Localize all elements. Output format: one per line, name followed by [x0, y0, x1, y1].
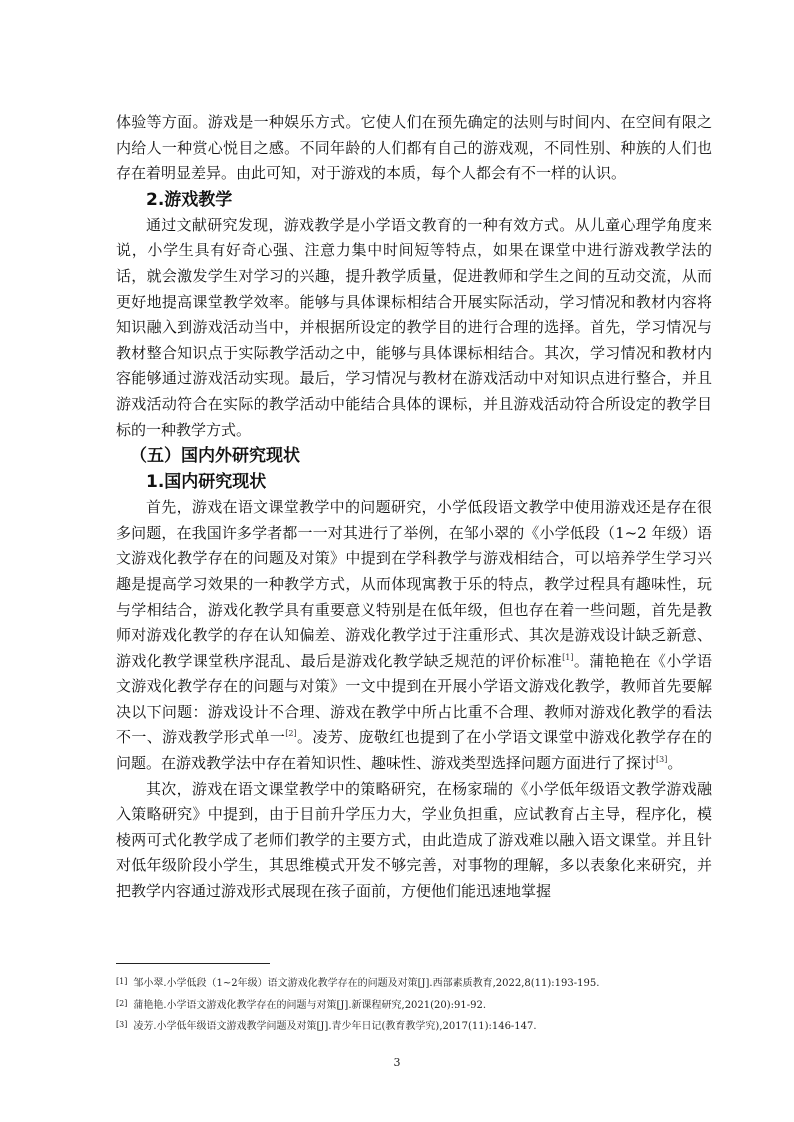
- footnote-text: 蒲艳艳.小学语文游戏化教学存在的问题与对策[J].新课程研究,2021(20):91-92.: [133, 999, 487, 1011]
- footnote-text: 凌芳.小学低年级语文游戏教学问题及对策[J].青少年日记(教育教学究),2017(11):146-147.: [133, 1021, 537, 1032]
- footnote-1: [116, 972, 716, 994]
- footnote-2: [116, 994, 716, 1016]
- footnote-number: [2]: [116, 998, 128, 1008]
- heading-game-teaching: 2.游戏教学: [146, 189, 233, 210]
- paragraph-domestic-1: [116, 495, 712, 777]
- footnote-ref-1[interactable]: [1]: [562, 652, 574, 662]
- paragraph-domestic-1-part-d: 。: [667, 754, 683, 773]
- paragraph-domestic-1-part-b: 。蒲艳艳在《小学语文游戏化教学存在的问题与对策》一文中提到在开展小学语文游戏化教学，教师首先要解决以下问题：游戏设计不合理、游戏在教学中所占比重不合理、教师对游戏化教学的看法不一、游戏教学形式单一: [116, 651, 712, 747]
- footnote-number: [1]: [116, 977, 128, 986]
- footnotes: [116, 972, 716, 1037]
- footnote-ref-3[interactable]: [3]: [656, 755, 668, 765]
- footnote-text: 邹小翠.小学低段（1~2年级）语文游戏化教学存在的问题及对策[J].西部素质教育,2022,8(11):193-195.: [133, 978, 600, 989]
- heading-research-status: （五）国内外研究现状: [130, 446, 300, 467]
- paragraph-intro: 体验等方面。游戏是一种娱乐方式。它使人们在预先确定的法则与时间内、在空间有限之内给人一种赏心悦目之感。不同年龄的人们都有自己的游戏观，不同性别、种族的人们也存在着明显差异。由此可知，对于游戏的本质，每个人都会有不一样的认识。: [116, 113, 712, 183]
- body-text: [116, 110, 712, 905]
- footnote-ref-2[interactable]: [2]: [285, 729, 297, 739]
- footnote-3: [116, 1015, 716, 1037]
- page-number: 3: [393, 1056, 401, 1069]
- heading-domestic-research: 1.国内研究现状: [146, 472, 267, 493]
- footnote-number: [3]: [116, 1020, 128, 1029]
- paragraph-domestic-1-part-c: 。凌芳、庞敬红也提到了在小学语文课堂中游戏化教学存在的问题。在游戏教学法中存在着知识性、趣味性、游戏类型选择问题方面进行了探讨: [116, 728, 712, 773]
- footnote-separator: [116, 963, 270, 964]
- paragraph-domestic-1-part-a: 首先，游戏在语文课堂教学中的问题研究，小学低段语文教学中使用游戏还是存在很多问题，在我国许多学者都一一对其进行了举例，在邹小翠的《小学低段（1~2 年级）语文游戏化教学存在的问题及对策》中提到在学科教学与游戏相结合，可以培养学生学习兴趣是提高学习效果的一种教学方式，从而体现寓教于乐的特点，教学过程具有趣味性，玩与学相结合，游戏化教学具有重要意义特别是在低年级，但也存在着一些问题，首先是教师对游戏化教学的存在认知偏差、游戏化教学过于注重形式、其次是游戏设计缺乏新意、游戏化教学课堂秩序混乱、最后是游戏化教学缺乏规范的评价标准: [116, 498, 712, 670]
- paragraph-game-teaching: 通过文献研究发现，游戏教学是小学语文教育的一种有效方式。从儿童心理学角度来说，小学生具有好奇心强、注意力集中时间短等特点，如果在课堂中进行游戏教学法的话，就会激发学生对学习的兴趣，提升教学质量，促进教师和学生之间的互动交流，从而更好地提高课堂教学效率。能够与具体课标相结合开展实际活动，学习情况和教材内容将知识融入到游戏活动当中，并根据所设定的教学目的进行合理的选择。首先，学习情况与教材整合知识点于实际教学活动之中，能够与具体课标相结合。其次，学习情况和教材内容能够通过游戏活动实现。最后，学习情况与教材在游戏活动中对知识点进行整合，并且游戏活动符合在实际的教学活动中能结合具体的课标，并且游戏活动符合所设定的教学目标的一种教学方式。: [116, 215, 712, 439]
- paragraph-domestic-2: 其次，游戏在语文课堂教学中的策略研究，在杨家瑞的《小学低年级语文教学游戏融入策略研究》中提到，由于目前升学压力大，学业负担重，应试教育占主导，程序化，模棱两可式化教学成了老师们教学的主要方式，由此造成了游戏难以融入语文课堂。并且针对低年级阶段小学生，其思维模式开发不够完善，对事物的理解，多以表象化来研究，并把教学内容通过游戏形式展现在孩子面前，方便他们能迅速地掌握: [116, 779, 712, 901]
